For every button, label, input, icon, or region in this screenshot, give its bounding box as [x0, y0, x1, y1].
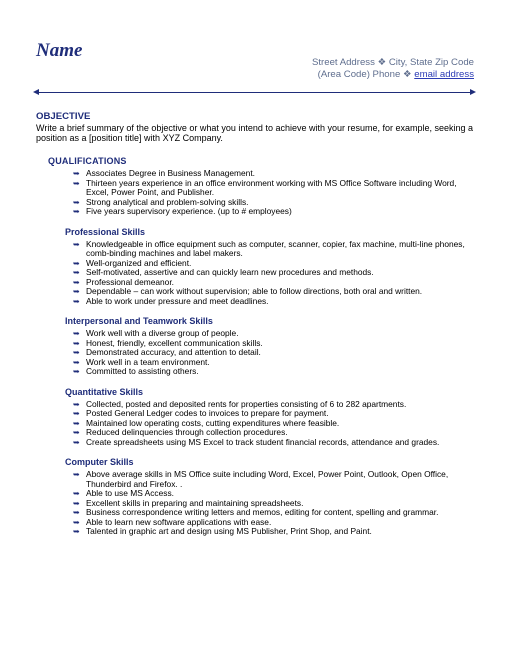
arrow-bullet-icon: ➥ — [73, 418, 80, 428]
list-item — [73, 295, 476, 307]
diamond-separator-icon: ❖ — [377, 57, 387, 68]
list-item — [73, 436, 476, 448]
list-item-text: Professional demeanor. — [86, 276, 174, 287]
arrow-bullet-icon: ➥ — [73, 277, 80, 287]
qualifications-list — [48, 169, 476, 217]
list-item-text: Collected, posted and deposited rents for properties consisting of 6 to 282 apartments. — [86, 398, 407, 409]
email-link[interactable]: email address — [414, 69, 474, 80]
qualifications-heading: QUALIFICATIONS — [48, 156, 127, 166]
list-item — [73, 206, 476, 217]
list-item-text: Thirteen years experience in an office environment working with MS Office Software including Word, Excel, Power Point, and Publisher. — [86, 177, 457, 197]
list-item-text: Above average skills in MS Office suite including Word, Excel, Power Point, Outlook, Open Office, Thunderbird and Firefox. . — [86, 469, 449, 489]
list-item-text: Demonstrated accuracy, and attention to detail. — [86, 347, 261, 357]
list-item-text: Able to learn new software applications with ease. — [86, 516, 272, 527]
list-item-text: Work well in a team environment. — [86, 356, 210, 367]
list-item — [73, 366, 476, 377]
address-line — [312, 57, 474, 69]
resume-body — [36, 111, 476, 537]
arrow-bullet-icon: ➥ — [73, 169, 80, 178]
arrow-bullet-icon: ➥ — [73, 367, 80, 376]
arrow-bullet-icon: ➥ — [73, 357, 80, 367]
header-divider — [36, 92, 473, 93]
arrow-bullet-icon: ➥ — [73, 348, 80, 357]
list-item — [73, 177, 476, 198]
computer-skills-list — [48, 470, 476, 537]
arrow-bullet-icon: ➥ — [73, 207, 80, 216]
phone-email-line — [312, 69, 474, 81]
arrow-bullet-icon: ➥ — [73, 258, 80, 268]
list-item-text: Talented in graphic art and design using MS Publisher, Print Shop, and Paint. — [86, 526, 372, 536]
list-item-text: Excellent skills in preparing and maintaining spreadsheets. — [86, 497, 304, 508]
arrow-bullet-icon: ➥ — [73, 239, 80, 249]
arrow-bullet-icon: ➥ — [73, 197, 80, 207]
list-item-text: Well-organized and efficient. — [86, 257, 192, 268]
arrow-bullet-icon: ➥ — [73, 178, 80, 188]
professional-skills-heading: Professional Skills — [65, 226, 146, 237]
list-item-text: Reduced delinquencies through collection procedures. — [86, 427, 288, 437]
quantitative-skills-list — [48, 400, 476, 448]
list-item-text: Self-motivated, assertive and can quickly learn new procedures and methods. — [86, 267, 374, 277]
list-item-text: Able to use MS Access. — [86, 488, 174, 498]
street-address: Street Address — [311, 57, 375, 68]
objective-text: Write a brief summary of the objective or what you intend to achieve with your resume, for example, seeking a position as a [position title] with XYZ Company. — [36, 123, 474, 143]
arrow-bullet-icon: ➥ — [73, 409, 80, 418]
arrow-bullet-icon: ➥ — [73, 268, 80, 277]
list-item-text: Strong analytical and problem-solving skills. — [86, 196, 249, 207]
list-item-text: Able to work under pressure and meet deadlines. — [86, 295, 269, 306]
professional-skills-list — [48, 240, 476, 307]
arrow-bullet-icon: ➥ — [73, 329, 80, 338]
arrow-bullet-icon: ➥ — [73, 498, 80, 508]
quantitative-skills-heading: Quantitative Skills — [65, 386, 144, 397]
list-item — [73, 469, 476, 489]
list-item — [73, 526, 476, 537]
list-item-text: Dependable – can work without supervision; able to follow directions, both oral and written. — [86, 286, 423, 296]
computer-skills-heading: Computer Skills — [65, 457, 134, 467]
list-item-text: Knowledgeable in office equipment such as computer, scanner, copier, fax machine, multi-line phones, comb-binding machines and label makers. — [86, 238, 465, 258]
arrow-bullet-icon: ➥ — [73, 517, 80, 527]
phone: (Area Code) Phone — [317, 69, 401, 80]
list-item-text: Honest, friendly, excellent communication skills. — [86, 337, 263, 348]
interpersonal-skills-heading: Interpersonal and Teamwork Skills — [65, 316, 213, 326]
arrow-bullet-icon: ➥ — [73, 508, 80, 517]
diamond-separator-icon: ❖ — [402, 69, 412, 80]
arrow-bullet-icon: ➥ — [73, 470, 80, 479]
list-item-text: Committed to assisting others. — [86, 366, 199, 376]
list-item-text: Work well with a diverse group of people. — [86, 328, 239, 338]
arrow-bullet-icon: ➥ — [73, 399, 80, 409]
list-item-text: Five years supervisory experience. (up to # employees) — [86, 206, 292, 216]
qualifications-section — [48, 156, 476, 537]
resume-name: Name — [36, 40, 83, 61]
objective-heading: OBJECTIVE — [36, 111, 91, 122]
city-state-zip: City, State Zip Code — [388, 57, 474, 68]
arrow-bullet-icon: ➥ — [73, 338, 80, 348]
arrow-bullet-icon: ➥ — [73, 296, 80, 306]
arrow-bullet-icon: ➥ — [73, 489, 80, 498]
list-item-text: Maintained low operating costs, cutting expenditures where feasible. — [86, 417, 340, 428]
arrow-bullet-icon: ➥ — [73, 428, 80, 437]
arrow-bullet-icon: ➥ — [73, 287, 80, 296]
list-item-text: Create spreadsheets using MS Excel to track student financial records, attendance and grades. — [86, 436, 440, 447]
list-item-text: Posted General Ledger codes to invoices to prepare for payment. — [86, 408, 329, 418]
list-item-text: Business correspondence writing letters and memos, editing for content, spelling and grammar. — [86, 507, 439, 517]
list-item-text: Associates Degree in Business Management. — [86, 168, 255, 178]
arrow-bullet-icon: ➥ — [73, 437, 80, 447]
arrow-bullet-icon: ➥ — [73, 527, 80, 536]
contact-block — [312, 57, 474, 81]
list-item — [73, 238, 476, 259]
interpersonal-skills-list — [48, 329, 476, 377]
